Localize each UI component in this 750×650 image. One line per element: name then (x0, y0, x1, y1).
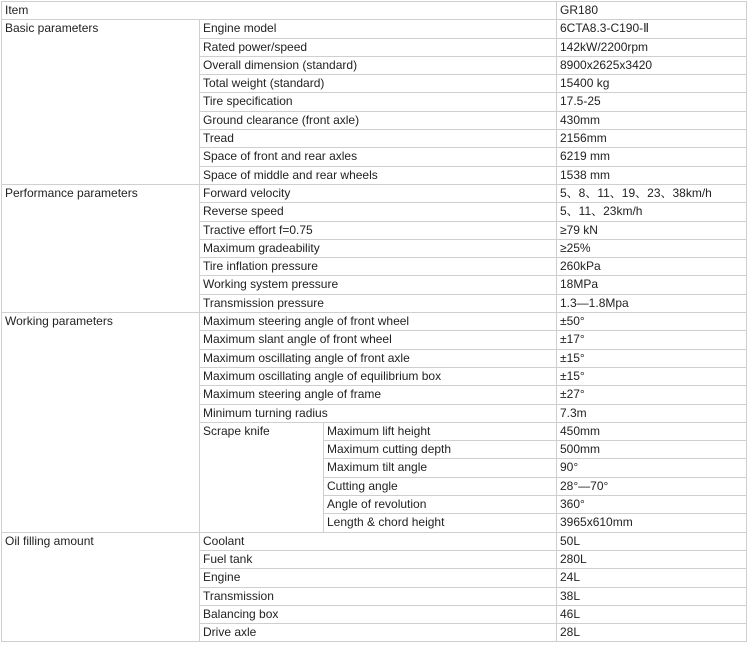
param-name: Maximum steering angle of frame (200, 386, 557, 404)
param-name: Forward velocity (200, 184, 557, 202)
param-name: Overall dimension (standard) (200, 56, 557, 74)
param-value: 142kW/2200rpm (557, 38, 747, 56)
param-value: 5、8、11、19、23、38km/h (557, 184, 747, 202)
param-value: 3965x610mm (557, 514, 747, 532)
param-name: Engine (200, 569, 557, 587)
param-value: 1538 mm (557, 166, 747, 184)
param-name: Coolant (200, 532, 557, 550)
param-value: 2156mm (557, 130, 747, 148)
param-name: Cutting angle (324, 477, 557, 495)
param-name: Maximum slant angle of front wheel (200, 331, 557, 349)
param-value: 46L (557, 605, 747, 623)
spec-table (1, 1, 747, 642)
param-name: Balancing box (200, 605, 557, 623)
param-value: ±27° (557, 386, 747, 404)
param-value: 6CTA8.3-C190-Ⅱ (557, 20, 747, 38)
param-name: Working system pressure (200, 276, 557, 294)
param-value: 1.3—1.8Mpa (557, 294, 747, 312)
group-label-oil: Oil filling amount (2, 532, 200, 642)
param-value: 90° (557, 459, 747, 477)
param-value: 280L (557, 550, 747, 568)
param-value: 24L (557, 569, 747, 587)
param-name: Tire specification (200, 93, 557, 111)
table-row (2, 313, 747, 331)
param-value: 5、11、23km/h (557, 203, 747, 221)
param-name: Ground clearance (front axle) (200, 111, 557, 129)
param-name: Tractive effort f=0.75 (200, 221, 557, 239)
param-name: Maximum gradeability (200, 239, 557, 257)
header-row (2, 2, 747, 20)
param-name: Space of middle and rear wheels (200, 166, 557, 184)
group-label-working: Working parameters (2, 313, 200, 533)
param-value: 360° (557, 496, 747, 514)
param-value: 260kPa (557, 258, 747, 276)
param-value: 430mm (557, 111, 747, 129)
header-model: GR180 (557, 2, 747, 20)
param-name: Total weight (standard) (200, 75, 557, 93)
param-name: Maximum lift height (324, 422, 557, 440)
param-value: ±15° (557, 349, 747, 367)
param-name: Length & chord height (324, 514, 557, 532)
table-row (2, 532, 747, 550)
param-value: 15400 kg (557, 75, 747, 93)
param-name: Space of front and rear axles (200, 148, 557, 166)
param-value: ≥79 kN (557, 221, 747, 239)
param-name: Maximum cutting depth (324, 441, 557, 459)
param-name: Minimum turning radius (200, 404, 557, 422)
table-row (2, 184, 747, 202)
param-value: ±15° (557, 367, 747, 385)
param-value: 17.5-25 (557, 93, 747, 111)
param-name: Fuel tank (200, 550, 557, 568)
param-name: Transmission pressure (200, 294, 557, 312)
param-name: Maximum oscillating angle of equilibrium box (200, 367, 557, 385)
param-value: ±17° (557, 331, 747, 349)
param-value: 50L (557, 532, 747, 550)
param-name: Tire inflation pressure (200, 258, 557, 276)
param-name: Engine model (200, 20, 557, 38)
param-name: Tread (200, 130, 557, 148)
param-name: Transmission (200, 587, 557, 605)
param-value: 500mm (557, 441, 747, 459)
table-row (2, 20, 747, 38)
param-value: ≥25% (557, 239, 747, 257)
param-value: 7.3m (557, 404, 747, 422)
param-name: Maximum oscillating angle of front axle (200, 349, 557, 367)
param-name: Maximum tilt angle (324, 459, 557, 477)
param-name: Maximum steering angle of front wheel (200, 313, 557, 331)
param-value: ±50° (557, 313, 747, 331)
param-value: 450mm (557, 422, 747, 440)
param-name: Drive axle (200, 624, 557, 642)
param-value: 38L (557, 587, 747, 605)
param-name: Reverse speed (200, 203, 557, 221)
header-item: Item (2, 2, 557, 20)
group-label-basic: Basic parameters (2, 20, 200, 185)
group-label-performance: Performance parameters (2, 184, 200, 312)
param-name: Rated power/speed (200, 38, 557, 56)
param-value: 18MPa (557, 276, 747, 294)
param-value: 28L (557, 624, 747, 642)
param-name: Angle of revolution (324, 496, 557, 514)
subgroup-label-scrape-knife: Scrape knife (200, 422, 324, 532)
param-value: 8900x2625x3420 (557, 56, 747, 74)
param-value: 28°—70° (557, 477, 747, 495)
param-value: 6219 mm (557, 148, 747, 166)
